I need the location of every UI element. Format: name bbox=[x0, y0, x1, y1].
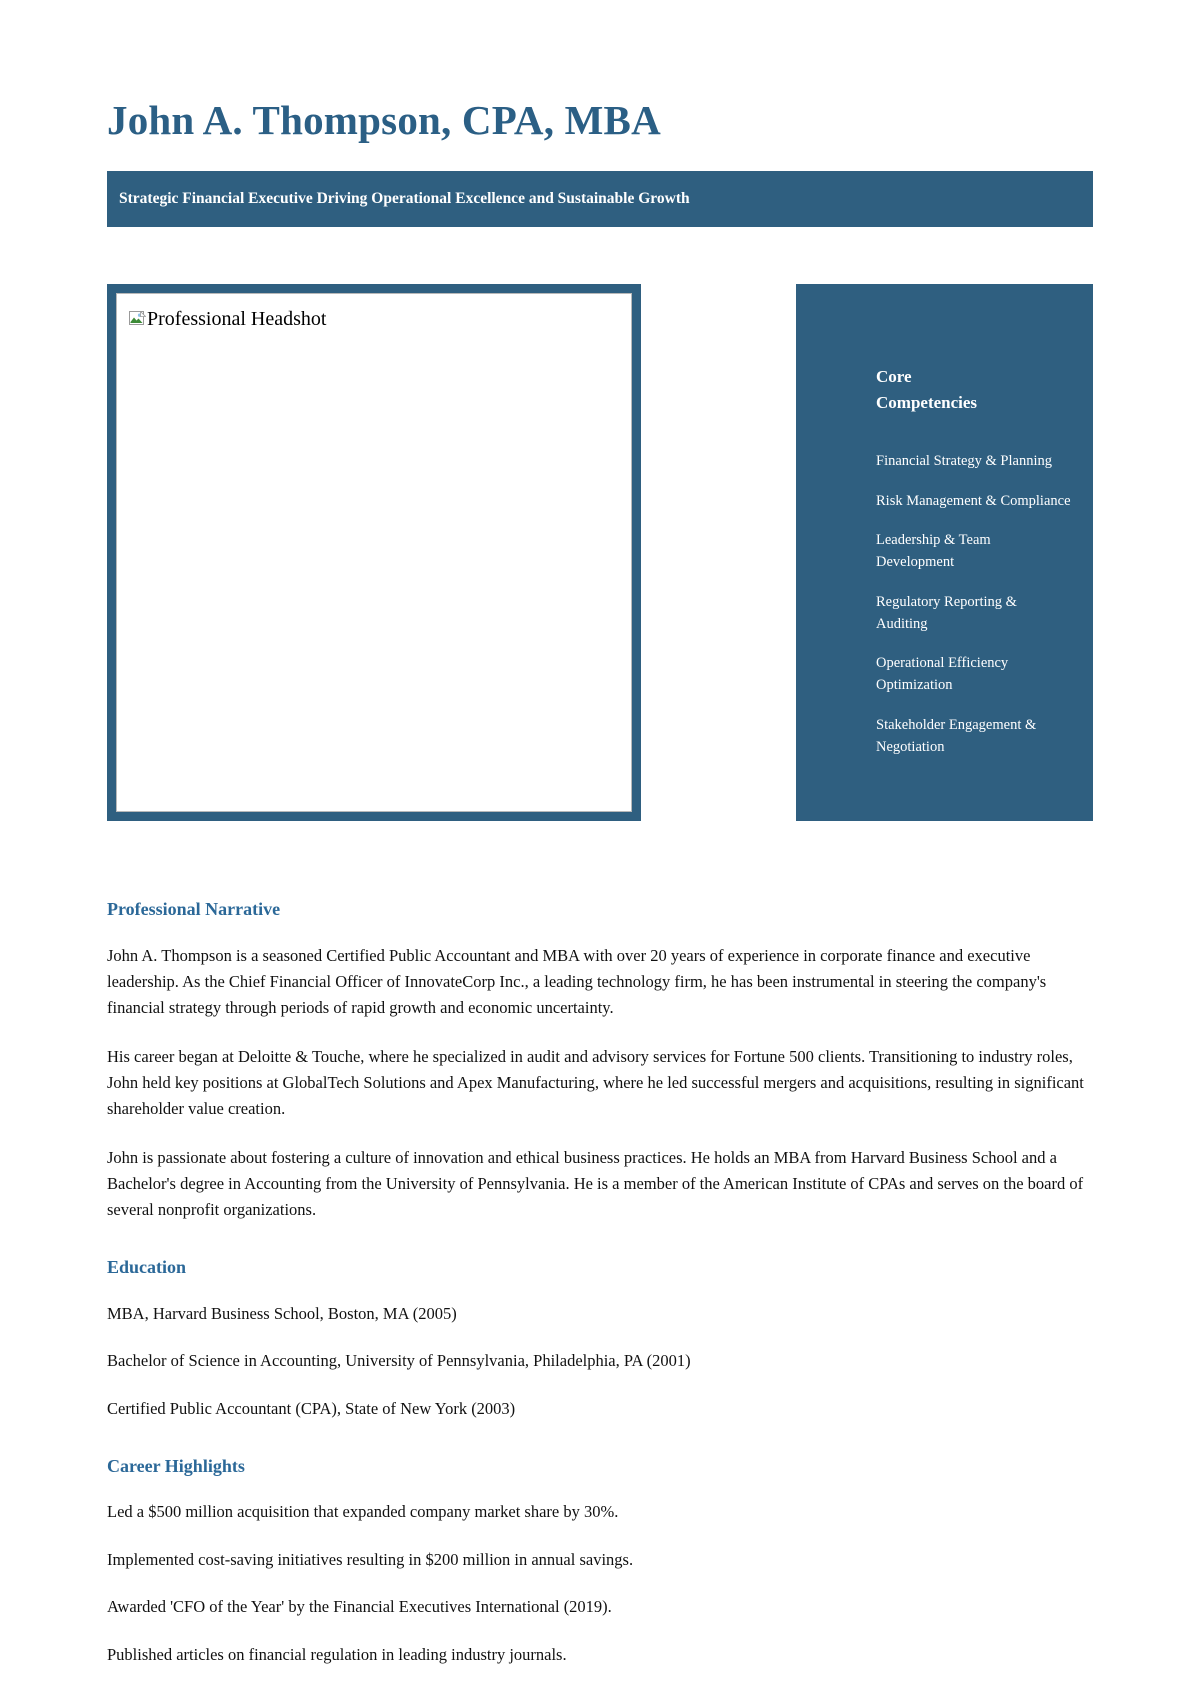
headshot-frame bbox=[107, 284, 641, 821]
core-competencies-panel bbox=[796, 284, 1093, 821]
section-professional-narrative bbox=[107, 899, 1093, 1223]
list-item: Led a $500 million acquisition that expanded company market share by 30%. bbox=[107, 1502, 619, 1522]
list-item: Certified Public Accountant (CPA), State of New York (2003) bbox=[107, 1399, 516, 1419]
list-item: Implemented cost-saving initiatives resulting in $200 million in annual savings. bbox=[107, 1549, 634, 1569]
list-item: Leadership & Team Development bbox=[876, 532, 991, 571]
paragraph: John A. Thompson is a seasoned Certified Public Accountant and MBA with over 20 years of experience in corporate finance and executive leadership. As the Chief Financial Officer of InnovateCorp Inc., a leading technology firm, he has been instrumental in steering the company's financial strategy through periods of rapid growth and economic uncertainty. bbox=[107, 945, 1047, 1017]
list-item: Published articles on financial regulation in leading industry journals. bbox=[107, 1644, 567, 1664]
career-highlights-list bbox=[107, 1499, 1093, 1667]
section-career-highlights bbox=[107, 1456, 1093, 1707]
tagline-text: Strategic Financial Executive Driving Operational Excellence and Sustainable Growth bbox=[119, 189, 690, 207]
core-competencies-list bbox=[876, 451, 1071, 759]
broken-image-placeholder bbox=[116, 293, 632, 812]
list-item: Bachelor of Science in Accounting, University of Pennsylvania, Philadelphia, PA (2001) bbox=[107, 1351, 691, 1371]
paragraph: John is passionate about fostering a culture of innovation and ethical business practices. He holds an MBA from Harvard Business School and a Bachelor's degree in Accounting from the University of Pennsylvania. He is a member of the American Institute of CPAs and serves on the board of several nonprofit organizations. bbox=[107, 1148, 1084, 1220]
list-item: MBA, Harvard Business School, Boston, MA (2005) bbox=[107, 1303, 457, 1323]
list-item: Stakeholder Engagement & Negotiation bbox=[876, 716, 1037, 755]
section-heading-education: Education bbox=[107, 1257, 187, 1278]
headshot-alt-text: Professional Headshot bbox=[147, 308, 327, 331]
section-heading-career-highlights: Career Highlights bbox=[107, 1455, 245, 1476]
broken-image-icon bbox=[129, 311, 146, 328]
core-competencies-heading: Core Competencies bbox=[876, 367, 978, 413]
list-item: Risk Management & Compliance bbox=[876, 492, 1071, 509]
document-body bbox=[107, 899, 1093, 1707]
section-heading-narrative: Professional Narrative bbox=[107, 899, 281, 920]
list-item: Operational Efficiency Optimization bbox=[876, 655, 1009, 694]
list-item: Awarded 'CFO of the Year' by the Financial Executives International (2019). bbox=[107, 1597, 612, 1617]
list-item: Financial Strategy & Planning bbox=[876, 452, 1052, 469]
top-columns bbox=[107, 284, 1093, 821]
section-education bbox=[107, 1257, 1093, 1421]
page-title: John A. Thompson, CPA, MBA bbox=[107, 97, 661, 143]
tagline-banner bbox=[107, 171, 1093, 227]
education-list bbox=[107, 1301, 1093, 1422]
list-item: Regulatory Reporting & Auditing bbox=[876, 593, 1017, 632]
paragraph: His career began at Deloitte & Touche, where he specialized in audit and advisory services for Fortune 500 clients. Transitioning to industry roles, John held key positions at GlobalTech Solutions and Apex Manufacturing, where he led successful mergers and acquisitions, resulting in significant shareholder value creation. bbox=[107, 1046, 1084, 1119]
